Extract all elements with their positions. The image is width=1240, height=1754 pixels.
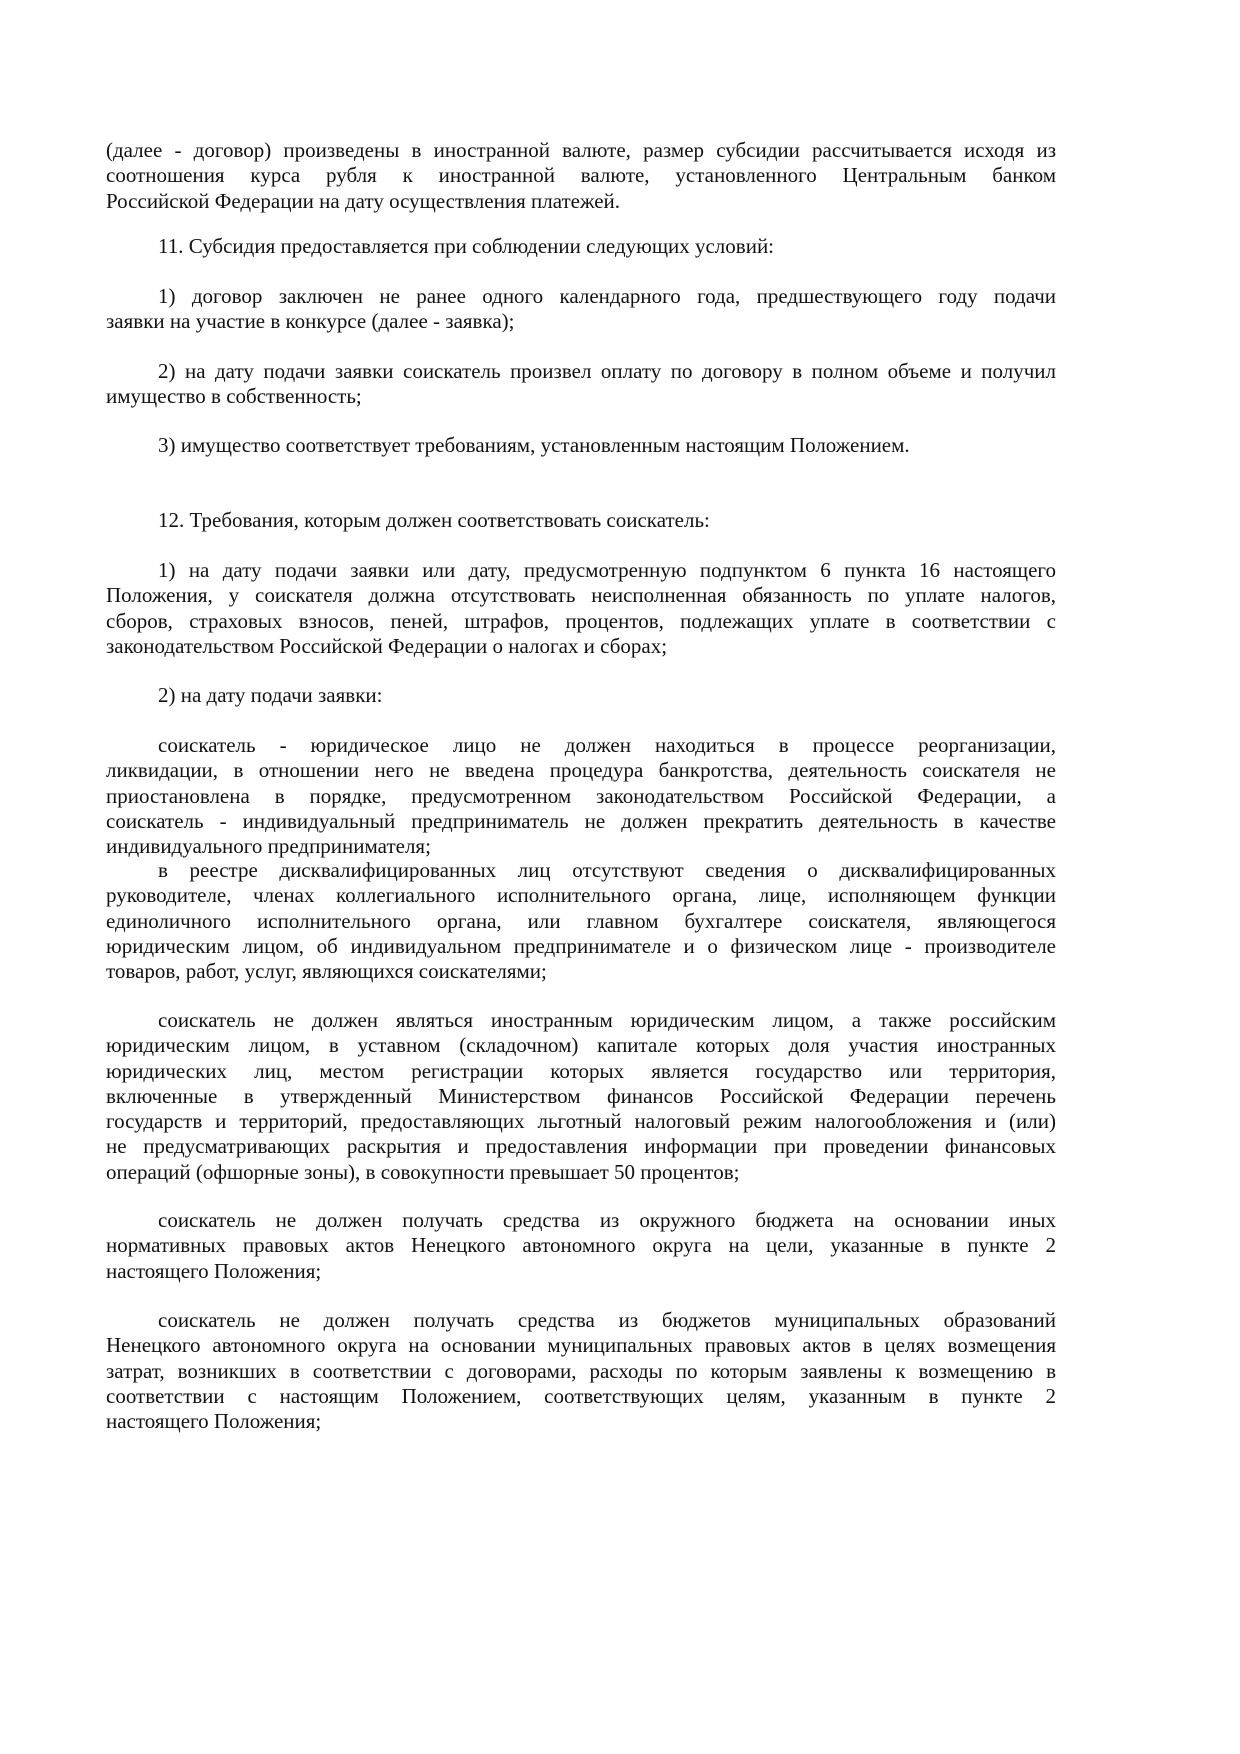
text-line: 2) на дату подачи заявки соискатель произвел оплату по договору в полном объеме и получил <box>158 359 1056 383</box>
paragraph <box>106 508 1056 533</box>
text-line: руководителе, членах коллегиального исполнительного органа, лице, исполняющем функции <box>106 883 1056 908</box>
text-line: юридическим лицом, в уставном (складочном) капитале которых доля участия иностранных <box>106 1033 1056 1058</box>
text-line: соискатель не должен получать средства из окружного бюджета на основании иных <box>158 1208 1056 1232</box>
paragraph <box>106 433 1056 458</box>
paragraph <box>106 359 1056 410</box>
text-line: соискатель не должен являться иностранным юридическим лицом, а также российским <box>158 1008 1056 1032</box>
text-line: 1) договор заключен не ранее одного календарного года, предшествующего году подачи <box>158 284 1056 308</box>
text-line: 1) на дату подачи заявки или дату, предусмотренную подпунктом 6 пункта 16 настоящего <box>158 558 1056 582</box>
text-line: операций (офшорные зоны), в совокупности превышает 50 процентов; <box>106 1159 740 1184</box>
paragraph <box>106 284 1056 335</box>
text-line: затрат, возникших в соответствии с договорами, расходы по которым заявлены к возмещению в <box>106 1358 1056 1383</box>
paragraph <box>106 858 1056 984</box>
paragraph <box>106 1208 1056 1284</box>
text-line: включенные в утвержденный Министерством финансов Российской Федерации перечень <box>106 1083 1056 1108</box>
text-line: имущество в собственность; <box>106 384 362 409</box>
text-line: Российской Федерации на дату осуществления платежей. <box>106 188 621 213</box>
text-line: соискатель не должен получать средства из бюджетов муниципальных образований <box>158 1308 1056 1332</box>
text-line: заявки на участие в конкурсе (далее - заявка); <box>106 309 515 334</box>
paragraph <box>106 1308 1056 1434</box>
text-line: государств и территорий, предоставляющих льготный налоговый режим налогообложения и (или) <box>106 1109 1056 1134</box>
text-line: приостановлена в порядке, предусмотренном законодательством Российской Федерации, а <box>106 783 1056 808</box>
text-line: соискатель - индивидуальный предприниматель не должен прекратить деятельность в качестве <box>106 808 1056 833</box>
paragraph <box>106 234 1056 259</box>
text-line: настоящего Положения; <box>106 1409 322 1434</box>
text-line: (далее - договор) произведены в иностранной валюте, размер субсидии рассчитывается исходя из <box>106 138 1056 162</box>
text-line: соотношения курса рубля к иностранной валюте, установленного Центральным банком <box>106 163 1056 188</box>
text-line: соискатель - юридическое лицо не должен находиться в процессе реорганизации, <box>158 733 1056 757</box>
text-line: 2) на дату подачи заявки: <box>158 683 383 707</box>
text-line: 3) имущество соответствует требованиям, установленным настоящим Положением. <box>158 433 910 457</box>
text-line: не предусматривающих раскрытия и предоставления информации при проведении финансовых <box>106 1134 1056 1159</box>
text-line: в реестре дисквалифицированных лиц отсутствуют сведения о дисквалифицированных <box>158 858 1056 882</box>
text-line: настоящего Положения; <box>106 1258 322 1283</box>
text-line: законодательством Российской Федерации о налогах и сборах; <box>106 633 668 658</box>
text-line: товаров, работ, услуг, являющихся соискателями; <box>106 959 547 984</box>
text-line: 11. Субсидия предоставляется при соблюдении следующих условий: <box>158 234 775 258</box>
text-line: индивидуального предпринимателя; <box>106 834 431 859</box>
text-line: Ненецкого автономного округа на основании муниципальных правовых актов в целях возмещения <box>106 1333 1056 1358</box>
paragraph <box>106 558 1056 659</box>
text-line: юридических лиц, местом регистрации которых является государство или территория, <box>106 1058 1056 1083</box>
paragraph <box>106 138 1056 214</box>
text-line: ликвидации, в отношении него не введена процедура банкротства, деятельность соискателя не <box>106 758 1056 783</box>
text-line: юридическим лицом, об индивидуальном предпринимателе и о физическом лице - производителе <box>106 933 1056 958</box>
text-line: единоличного исполнительного органа, или главном бухгалтере соискателя, являющегося <box>106 908 1056 933</box>
paragraph <box>106 733 1056 859</box>
paragraph <box>106 683 1056 708</box>
text-line: сборов, страховых взносов, пеней, штрафов, процентов, подлежащих уплате в соответствии с <box>106 608 1056 633</box>
text-line: соответствии с настоящим Положением, соответствующих целям, указанным в пункте 2 <box>106 1383 1056 1408</box>
text-line: 12. Требования, которым должен соответствовать соискатель: <box>158 508 710 532</box>
text-line: Положения, у соискателя должна отсутствовать неисполненная обязанность по уплате налогов, <box>106 583 1056 608</box>
text-line: нормативных правовых актов Ненецкого автономного округа на цели, указанные в пункте 2 <box>106 1233 1056 1258</box>
paragraph <box>106 1008 1056 1185</box>
